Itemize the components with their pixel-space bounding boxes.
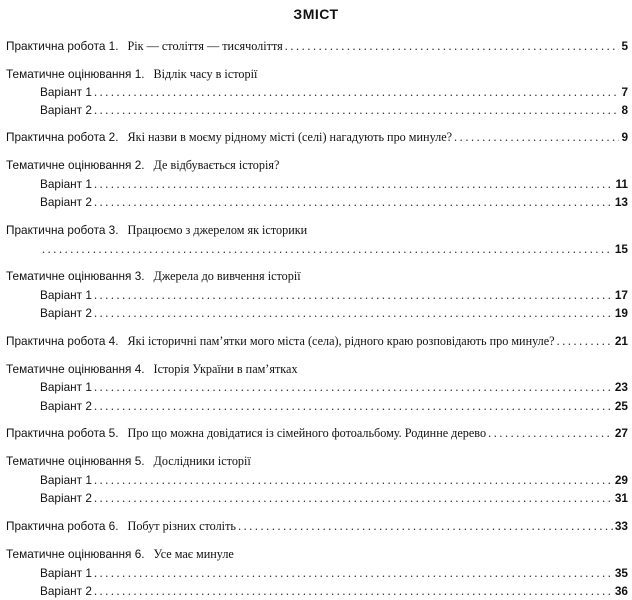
leader-dots: [42, 241, 613, 257]
toc-entry-assessment-3: [6, 268, 301, 284]
entry-label: Тематичне оцінювання 4.: [6, 362, 145, 376]
page-title: ЗМІСТ: [293, 6, 339, 22]
leader-dots: [94, 287, 613, 303]
leader-dots: [557, 333, 613, 349]
entry-label: Варіант 2: [40, 399, 92, 413]
entry-page-number: 25: [614, 399, 628, 413]
leader-dots: [285, 38, 620, 54]
toc-entry-assessment-2: [6, 157, 279, 173]
toc-entry-practical-6: [6, 518, 628, 534]
leader-dots: [454, 129, 619, 145]
entry-page-number: 11: [615, 177, 628, 191]
leader-dots: [94, 490, 613, 506]
entry-topic: Відлік часу в історії: [153, 67, 258, 81]
entry-label: Тематичне оцінювання 6.: [6, 547, 145, 561]
entry-page-number: 15: [614, 242, 628, 256]
entry-page-number: 29: [614, 473, 628, 487]
entry-label: Практична робота 2.: [6, 130, 119, 144]
toc-entry-variant: [40, 565, 628, 581]
entry-label: Варіант 2: [40, 491, 92, 505]
toc-entry-variant: [40, 194, 628, 210]
entry-label: Варіант 2: [40, 584, 92, 598]
entry-label: Практична робота 1.: [6, 39, 119, 53]
toc-entry-variant: [40, 472, 628, 488]
toc-entry-variant: [40, 84, 628, 100]
entry-page-number: 19: [614, 306, 628, 320]
entry-label: Варіант 1: [40, 473, 92, 487]
toc-entry-variant: [40, 490, 628, 506]
entry-topic: Дослідники історії: [153, 454, 251, 468]
entry-label: Тематичне оцінювання 3.: [6, 269, 145, 283]
entry-label: Практична робота 3.: [6, 223, 119, 237]
leader-dots: [94, 176, 614, 192]
entry-label: Варіант 2: [40, 195, 92, 209]
leader-dots: [94, 583, 613, 599]
entry-page-number: 35: [614, 566, 628, 580]
toc-entry-variant: [40, 305, 628, 321]
leader-dots: [94, 102, 620, 118]
toc-entry-assessment-4: [6, 361, 298, 377]
entry-label: Варіант 2: [40, 306, 92, 320]
entry-page-number: 21: [614, 334, 628, 348]
entry-topic: Які історичні пам’ятки мого міста (села), рідного краю розповідають про минуле?: [127, 334, 555, 348]
entry-page-number: 7: [621, 85, 628, 99]
toc-entry-assessment-5: [6, 453, 251, 469]
toc-entry-practical-3: [6, 222, 307, 238]
entry-label: Варіант 1: [40, 380, 92, 394]
entry-page-number: 5: [621, 39, 628, 53]
entry-page-number: 31: [614, 491, 628, 505]
leader-dots: [94, 398, 613, 414]
toc-entry-variant: [40, 379, 628, 395]
entry-topic: Джерела до вивчення історії: [153, 269, 301, 283]
entry-page-number: 36: [614, 584, 628, 598]
toc-entry-variant: [40, 102, 628, 118]
entry-label: Варіант 1: [40, 288, 92, 302]
toc-entry-continuation: [40, 241, 628, 257]
entry-topic: Де відбувається історія?: [153, 158, 280, 172]
toc-entry-practical-5: [6, 425, 628, 441]
entry-page-number: 33: [614, 519, 628, 533]
entry-page-number: 9: [621, 130, 628, 144]
toc-entry-variant: [40, 583, 628, 599]
entry-page-number: 8: [621, 103, 628, 117]
entry-topic: Про що можна довідатися із сімейного фотоальбому. Родинне дерево: [127, 426, 487, 440]
toc-entry-practical-1: [6, 38, 628, 54]
leader-dots: [238, 518, 613, 534]
entry-topic: Працюємо з джерелом як історики: [127, 223, 308, 237]
leader-dots: [94, 472, 613, 488]
entry-page-number: 27: [614, 426, 628, 440]
entry-topic: Які назви в моєму рідному місті (селі) нагадують про минуле?: [127, 130, 453, 144]
toc-entry-assessment-6: [6, 546, 234, 562]
entry-label: Практична робота 4.: [6, 334, 119, 348]
toc-entry-assessment-1: [6, 66, 257, 82]
entry-label: Варіант 1: [40, 566, 92, 580]
entry-page-number: 17: [614, 288, 628, 302]
toc-entry-practical-4: [6, 333, 628, 349]
entry-label: Тематичне оцінювання 2.: [6, 158, 145, 172]
entry-page-number: 13: [614, 195, 628, 209]
entry-label: Тематичне оцінювання 5.: [6, 454, 145, 468]
leader-dots: [94, 84, 620, 100]
entry-label: Варіант 1: [40, 85, 92, 99]
leader-dots: [94, 194, 613, 210]
entry-page-number: 23: [614, 380, 628, 394]
entry-topic: Побут різних століть: [127, 519, 236, 533]
toc-entry-variant: [40, 287, 628, 303]
leader-dots: [94, 379, 613, 395]
entry-label: Практична робота 5.: [6, 426, 119, 440]
toc-entry-variant: [40, 398, 628, 414]
leader-dots: [94, 565, 613, 581]
entry-label: Тематичне оцінювання 1.: [6, 67, 145, 81]
entry-topic: Рік — століття — тисячоліття: [127, 39, 283, 53]
entry-label: Варіант 1: [40, 177, 92, 191]
entry-label: Варіант 2: [40, 103, 92, 117]
leader-dots: [94, 305, 613, 321]
toc-entry-variant: [40, 176, 628, 192]
toc-entry-practical-2: [6, 129, 628, 145]
entry-topic: Усе має минуле: [153, 547, 234, 561]
leader-dots: [488, 425, 613, 441]
entry-label: Практична робота 6.: [6, 519, 119, 533]
entry-topic: Історія України в пам’ятках: [153, 362, 298, 376]
